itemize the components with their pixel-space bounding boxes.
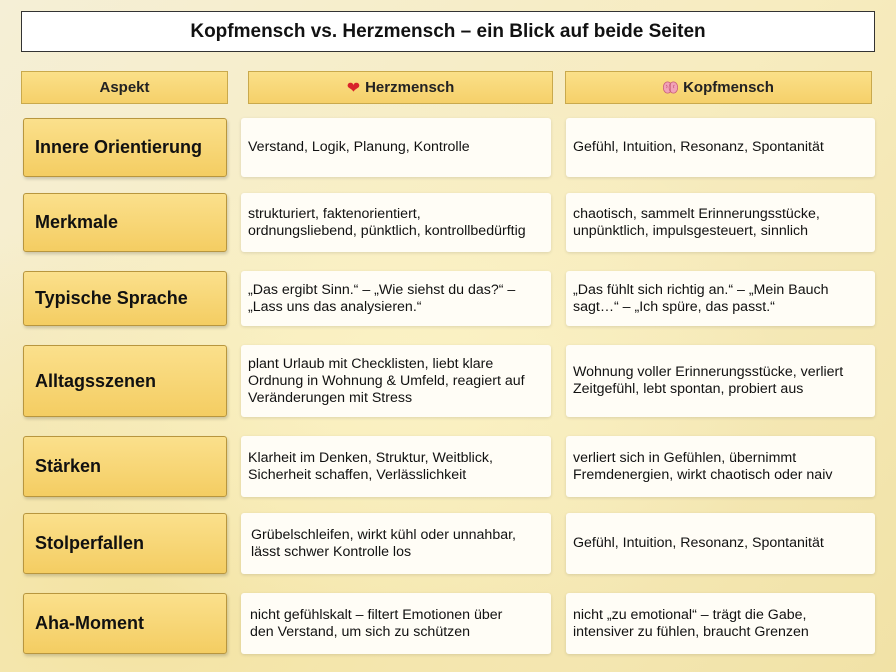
header-herzmensch-label: Herzmensch [365,79,455,96]
header-kopfmensch [565,71,872,104]
kopf-cell [566,593,875,654]
brain-icon [663,81,678,94]
red-heart-icon: ❤ [346,79,361,97]
herz-cell [241,345,551,417]
kopf-text: Wohnung voller Erinnerungsstücke, verliert Zeitgefühl, lebt spontan, probiert aus [573,364,844,397]
aspect-cell [23,513,227,574]
herz-text: Grübelschleifen, wirkt kühl oder unnahbar, lässt schwer Kontrolle los [251,526,516,560]
title-box [21,11,875,52]
aspect-cell [23,193,227,252]
aspect-label: Stärken [35,456,102,476]
aspect-cell [23,593,227,654]
herz-cell [241,271,551,326]
herz-text: nicht gefühlskalt – filtert Emotionen über den Verstand, um sich zu schützen [250,606,503,640]
kopf-text: Gefühl, Intuition, Resonanz, Spontanität [573,535,824,551]
aspect-label: Stolperfallen [35,533,145,553]
herz-text: strukturiert, faktenorientiert, ordnungsliebend, pünktlich, kontrollbedürftig [248,205,526,239]
kopf-cell [566,345,875,417]
header-aspect [21,71,228,104]
kopf-cell [566,193,875,252]
aspect-cell [23,118,227,177]
herz-text: „Das ergibt Sinn.“ – „Wie siehst du das?“ – „Lass uns das analysieren.“ [248,281,516,315]
kopf-cell [566,513,875,574]
kopf-cell [566,118,875,177]
herz-cell [241,513,551,574]
kopf-text: verliert sich in Gefühlen, übernimmt Fremdenergien, wirkt chaotisch oder naiv [573,449,833,483]
herz-text: plant Urlaub mit Checklisten, liebt klare Ordnung in Wohnung & Umfeld, reagiert auf Veränderungen mit Stress [248,355,525,406]
herz-cell [241,118,551,177]
aspect-cell [23,345,227,417]
kopf-text: nicht „zu emotional“ – trägt die Gabe, intensiver zu fühlen, braucht Grenzen [573,606,809,640]
kopf-text: chaotisch, sammelt Erinnerungsstücke, unpünktlich, impulsgesteuert, sinnlich [573,205,820,239]
aspect-cell [23,436,227,497]
page-title: Kopfmensch vs. Herzmensch – ein Blick auf beide Seiten [190,20,706,42]
aspect-label: Innere Orientierung [35,137,203,157]
herz-cell [241,193,551,252]
kopf-text: „Das fühlt sich richtig an.“ – „Mein Bauch sagt…“ – „Ich spüre, das passt.“ [573,281,829,315]
kopf-text: Gefühl, Intuition, Resonanz, Spontanität [573,139,824,155]
header-aspect-label: Aspekt [99,79,150,96]
kopf-cell [566,271,875,326]
header-herzmensch [248,71,553,104]
herz-text: Verstand, Logik, Planung, Kontrolle [248,139,470,155]
aspect-label: Merkmale [35,212,119,232]
herz-cell [241,436,551,497]
herz-cell [241,593,551,654]
aspect-label: Aha-Moment [35,613,144,633]
herz-text: Klarheit im Denken, Struktur, Weitblick, Sicherheit schaffen, Verlässlichkeit [248,449,493,483]
header-kopfmensch-label: Kopfmensch [683,79,774,96]
aspect-label: Typische Sprache [35,288,188,308]
kopf-cell [566,436,875,497]
aspect-label: Alltagsszenen [35,370,157,391]
aspect-cell [23,271,227,326]
